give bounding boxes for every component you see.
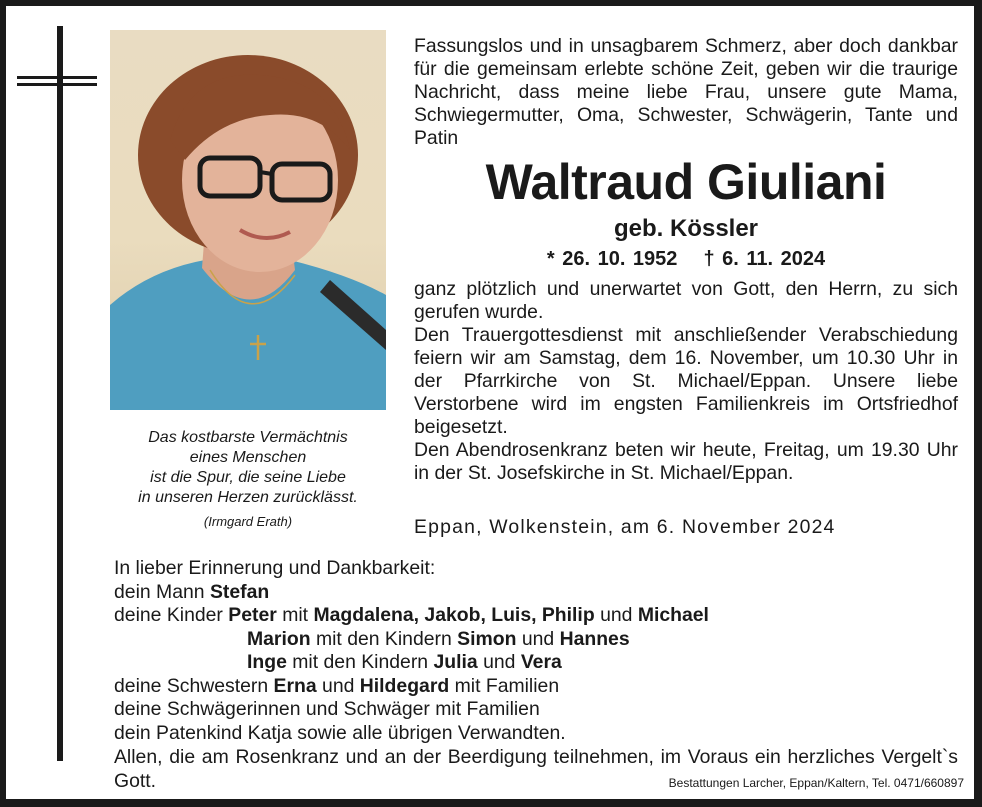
memorial-quote — [110, 428, 386, 532]
quote-line: eines Menschen — [189, 449, 307, 466]
quote-line: Das kostbarste Vermächtnis — [148, 429, 348, 446]
maiden-name: geb. Kössler — [613, 215, 759, 242]
funeral-home-credit: Bestattungen Larcher, Eppan/Kaltern, Tel. 0471/660897 — [668, 776, 964, 790]
family-row-children: deine Kinder Peter mit Magdalena, Jakob, Luis, Philip und Michael — [114, 604, 709, 626]
family-heading: In lieber Erinnerung und Dankbarkeit: — [114, 557, 436, 579]
birth-date: * 26. 10. 1952 — [546, 248, 678, 270]
quote-author: (Irmgard Erath) — [203, 514, 293, 529]
quote-line: ist die Spur, die seine Liebe — [150, 469, 346, 486]
husband-name: Stefan — [209, 580, 270, 603]
closing-text: Allen, die am Rosenkranz und an der Beerdigung teilnehmen, im Voraus ein herzliches Vergelt`s Gott. — [114, 746, 958, 792]
body-paragraph: Den Abendrosenkranz beten wir heute, Freitag, um 19.30 Uhr in der St. Josefskirche in St. Michael/Eppan. — [414, 439, 958, 484]
family-row-child3: Inge mit den Kindern Julia und Vera — [247, 651, 562, 673]
intro-text: Fassungslos und in unsagbarem Schmerz, aber doch dankbar für die gemeinsam erlebte schöne Zeit, geben wir die traurige Nachricht, dass meine liebe Frau, unsere gute Mama, Schwiegermutter, Oma, Schwester, Schwägerin, Tante und Patin — [414, 35, 958, 149]
death-date: † 6. 11. 2024 — [703, 248, 826, 270]
family-row-inlaws: deine Schwägerinnen und Schwäger mit Familien — [114, 698, 540, 720]
life-dates — [414, 248, 958, 271]
family-row-sisters: deine Schwestern Erna und Hildegard mit Familien — [114, 674, 560, 697]
deceased-name: Waltraud Giuliani — [485, 154, 887, 210]
family-row-child2: Marion mit den Kindern Simon und Hannes — [247, 627, 630, 650]
family-row-godchild: dein Patenkind Katja sowie alle übrigen Verwandten. — [114, 721, 566, 744]
family-list — [114, 557, 974, 745]
place-date: Eppan, Wolkenstein, am 6. November 2024 — [414, 516, 836, 538]
portrait-photo — [110, 30, 386, 410]
family-row-husband: dein Mann Stefan — [114, 580, 270, 603]
obituary-card — [6, 6, 974, 799]
body-paragraph: Den Trauergottesdienst mit anschließender Verabschiedung feiern wir am Samstag, dem 16. November, um 10.30 Uhr in der Pfarrkirche von St. Michael/Eppan. Unsere liebe Verstorbene wird im engsten Familienkreis im Ortsfriedhof beigesetzt. — [414, 324, 958, 438]
body-paragraph: ganz plötzlich und unerwartet von Gott, den Herrn, zu sich gerufen wurde. — [414, 278, 958, 323]
announcement-body — [414, 278, 958, 485]
quote-line: in unseren Herzen zurücklässt. — [138, 489, 358, 506]
